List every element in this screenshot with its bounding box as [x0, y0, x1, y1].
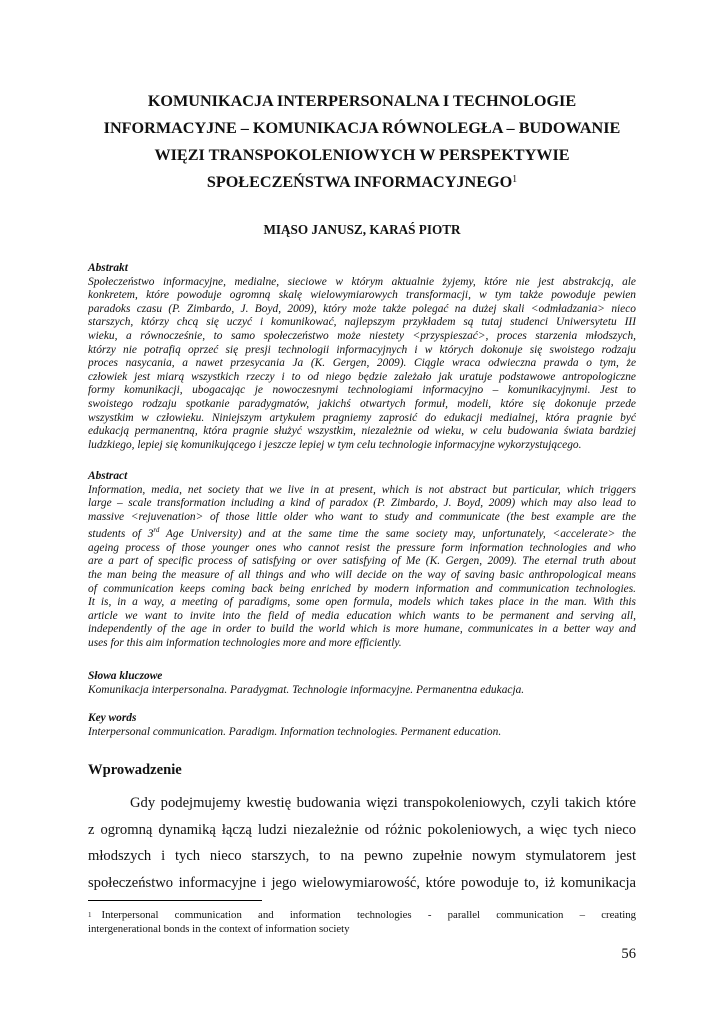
abstract-line: large – scale transformation including a kind of paradox (P. Zimbardo, J. Boyd, 2009) which may also lead to: [88, 497, 636, 510]
body-line: młodszych i tych nieco starszych, to na pewno zupełnie nowym stymulatorem jest: [88, 848, 636, 864]
abstract-line: ageing process of those younger ones who cannot resist the pressure form information technologies and who: [88, 541, 636, 554]
paper-title: [88, 88, 636, 196]
authors: MIĄSO JANUSZ, KARAŚ PIOTR: [263, 222, 461, 237]
abstrakt-line: paradoks czasu (P. Zimbardo, J. Boyd, 2009), który może także polegać na dużej skali <odmładzania> nieco: [88, 302, 636, 315]
abstract-line: are a part of specific process of satisfying or over satisfying of Me (K. Gergen, 2009). The eternal truth about: [88, 555, 636, 568]
body-text: [88, 790, 636, 896]
title-line: KOMUNIKACJA INTERPERSONALNA I TECHNOLOGIE: [147, 92, 577, 110]
abstrakt-line: ludzkiego, lepiej się komunikującego i jeszcze lepiej w tym celu technologie informacyjne wykorzystującego.: [88, 438, 582, 451]
abstract-heading: Abstract: [88, 470, 128, 482]
abstrakt-line: którzy nie potrafią oprzeć się presji technologii informacyjnych i w których dokonuje się swoistego rodzaju: [88, 343, 636, 356]
footnote-text: Interpersonal communication and information technologies - parallel communication – creating: [101, 909, 636, 921]
abstrakt-line: starszych, którzy chcą się uczyć i komunikować, najlepszym przykładem są tutaj studenci Uniwersytetu III: [88, 316, 636, 329]
footnote-mark: 1: [88, 911, 92, 919]
body-line: z ogromną dynamiką łączą ludzi niezależnie od różnic pokoleniowych, a więc tych nieco: [88, 821, 636, 838]
footnote-divider: [88, 900, 262, 901]
abstract-line: Information, media, net society that we live in at present, which is not abstract but particular, which triggers: [88, 483, 636, 496]
footnote: [88, 908, 636, 936]
abstrakt-line: edukacją permanentną, która pragnie służyć wszystkim, niezależnie od wieku, w celu budowania świata bardziej: [88, 425, 636, 438]
slowa-kluczowe-heading: Słowa kluczowe: [88, 670, 163, 682]
slowa-kluczowe-text: Komunikacja interpersonalna. Paradygmat. Technologie informacyjne. Permanentna edukacja.: [88, 683, 525, 696]
abstrakt-line: wszystkim w człowieku. Niniejszym artykułem pragniemy zaprosić do edukacji medialnej, która pragnie być: [88, 411, 636, 424]
section-heading: Wprowadzenie: [88, 762, 182, 778]
abstract-section: [88, 470, 636, 651]
abstract-line: students of 3rd Age University) and at the same time the same society may, unfortunately, <accelerate> the: [88, 526, 636, 541]
title-line: [88, 169, 636, 196]
abstract-line: article we want to invite into the field of media education which wants to be permanent and serving all,: [88, 609, 636, 622]
abstrakt-line: człowiek jest miarą wszystkich rzeczy i to od niego będzie zależało jak uratuje podstawowe antropologiczne: [88, 370, 636, 383]
title-footnote-mark: 1: [512, 174, 518, 185]
abstrakt-line: Społeczeństwo informacyjne, medialne, sieciowe w którym aktualnie żyjemy, które nie jest abstrakcją, ale: [88, 275, 636, 288]
body-line: Gdy podejmujemy kwestię budowania więzi transpokoleniowych, czyli takich które: [130, 795, 636, 811]
body-line: społeczeństwo informacyjne i jego wielowymiarowość, które powoduje to, iż komunikacja: [88, 874, 636, 891]
abstract-line: It is, in a way, a meeting of paradigms, some open formula, models which takes place in the man. With this: [88, 596, 636, 609]
key-words-heading: Key words: [88, 712, 137, 724]
abstrakt-heading: Abstrakt: [88, 262, 128, 274]
abstrakt-section: [88, 262, 636, 452]
ordinal-suffix: rd: [153, 526, 160, 535]
footnote-line: intergenerational bonds in the context of information society: [88, 923, 350, 935]
abstract-line: uses for this aim information technologies more and more efficiently.: [88, 636, 402, 649]
slowa-kluczowe-section: [88, 670, 636, 697]
abstrakt-line: wieku, a równocześnie, to samo społeczeństwo może niestety <przyspieszać>, proces starzenia młodszych,: [88, 329, 636, 342]
title-line-text: SPOŁECZEŃSTWA INFORMACYJNEGO: [206, 173, 513, 191]
abstrakt-line: formy komunikacji, ubogacając je nowoczesnymi technologiami informacyjno – komunikacyjnymi. Jest to: [88, 384, 636, 397]
title-line: INFORMACYJNE – KOMUNIKACJA RÓWNOLEGŁA – BUDOWANIE: [103, 119, 621, 137]
key-words-section: [88, 712, 636, 739]
key-words-text: Interpersonal communication. Paradigm. Information technologies. Permanent education.: [88, 725, 502, 738]
abstrakt-line: konkretem, które powoduje ogromną skalę wielowymiarowych transformacji, w tym także powoduje pewien: [88, 289, 636, 302]
title-line: WIĘZI TRANSPOKOLENIOWYCH W PERSPEKTYWIE: [154, 146, 570, 164]
abstract-line: the man being the measure of all things and who will decide on the way of saving basic anthropological means: [88, 568, 636, 581]
page-number: 56: [621, 946, 636, 962]
abstract-line: massive <rejuvenation> of those little older who want to study and communicate (the best example are the: [88, 510, 636, 523]
abstract-line: independently of the age in order to build the world which is more humane, communicates in a better way and: [88, 623, 636, 636]
abstrakt-line: swoistego rodzaju spotkanie paradygmatów, jakichś otwartych formuł, modeli, które się dokonuje przede: [88, 397, 636, 410]
footnote-line: [88, 908, 636, 922]
abstrakt-line: proces nasycania, a nawet przesycania Ja (K. Gergen, 2009). Ciągle wraca odwieczna prawda o tym, że: [88, 357, 636, 370]
abstract-line: of communication keeps coming back being enriched by modern information and communication technologies.: [88, 582, 636, 595]
